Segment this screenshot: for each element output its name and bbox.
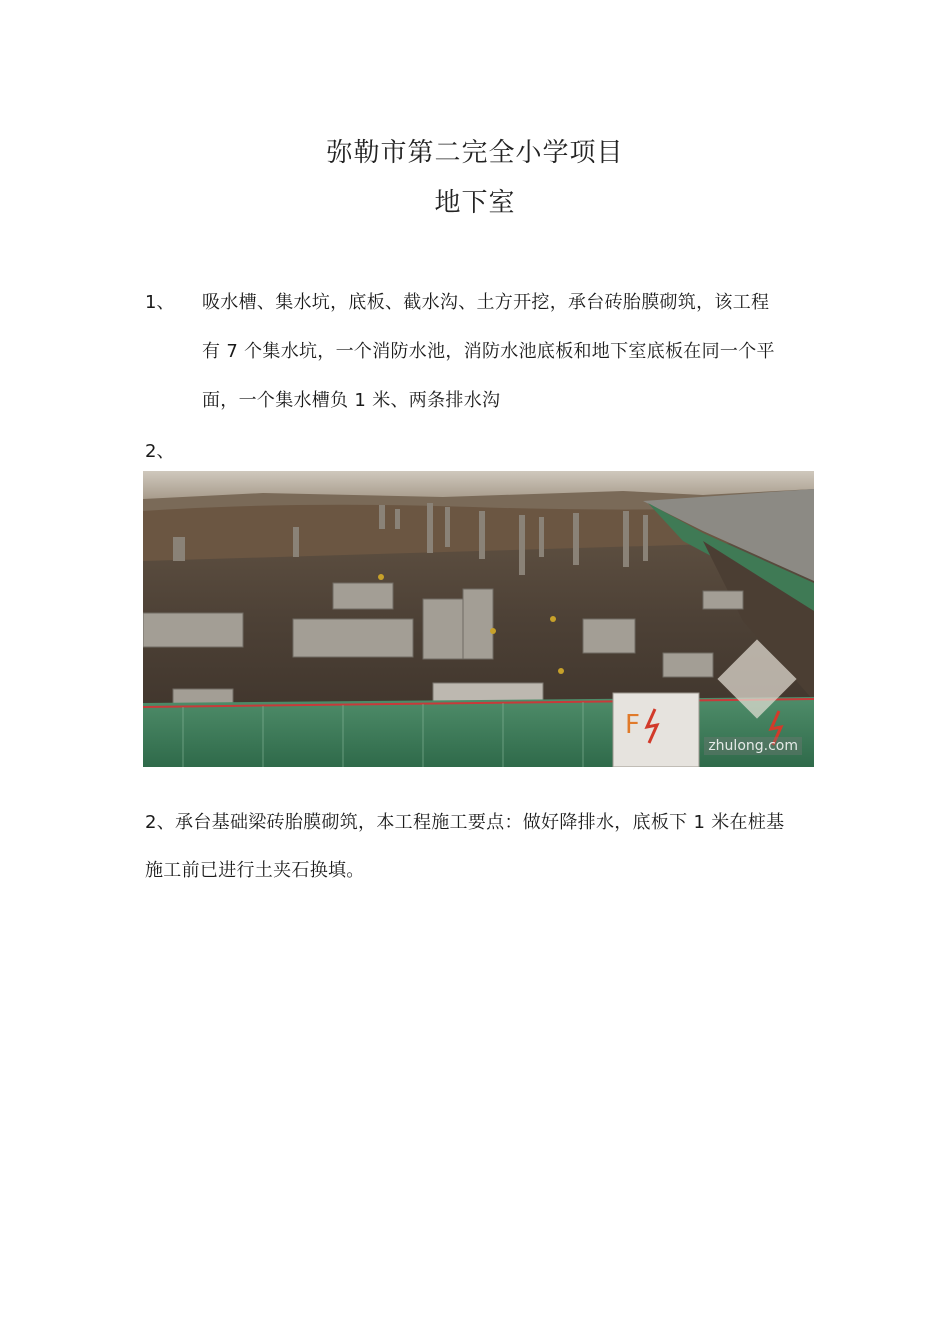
section-1-line: 面，一个集水槽负 1 米、两条排水沟 [202,390,501,411]
section-2-number: 2、 [145,441,175,462]
section-3-line: 2、承台基础梁砖胎膜砌筑，本工程施工要点：做好降排水，底板下 1 米在桩基 [145,812,785,833]
excavation-illustration [143,471,814,767]
document-title: 弥勒市第二完全小学项目 [326,138,624,168]
section-3-line: 施工前已进行土夹石换填。 [145,860,365,881]
construction-site-photo [143,471,814,767]
document-subtitle: 地下室 [434,188,516,218]
svg-text:F: F [625,710,640,740]
section-1-number: 1、 [145,292,175,313]
section-1-line: 有 7 个集水坑，一个消防水池，消防水池底板和地下室底板在同一个平 [202,341,775,362]
watermark: zhulong.com [704,737,802,755]
section-1-line: 吸水槽、集水坑，底板、截水沟、土方开挖，承台砖胎膜砌筑，该工程 [202,292,770,313]
